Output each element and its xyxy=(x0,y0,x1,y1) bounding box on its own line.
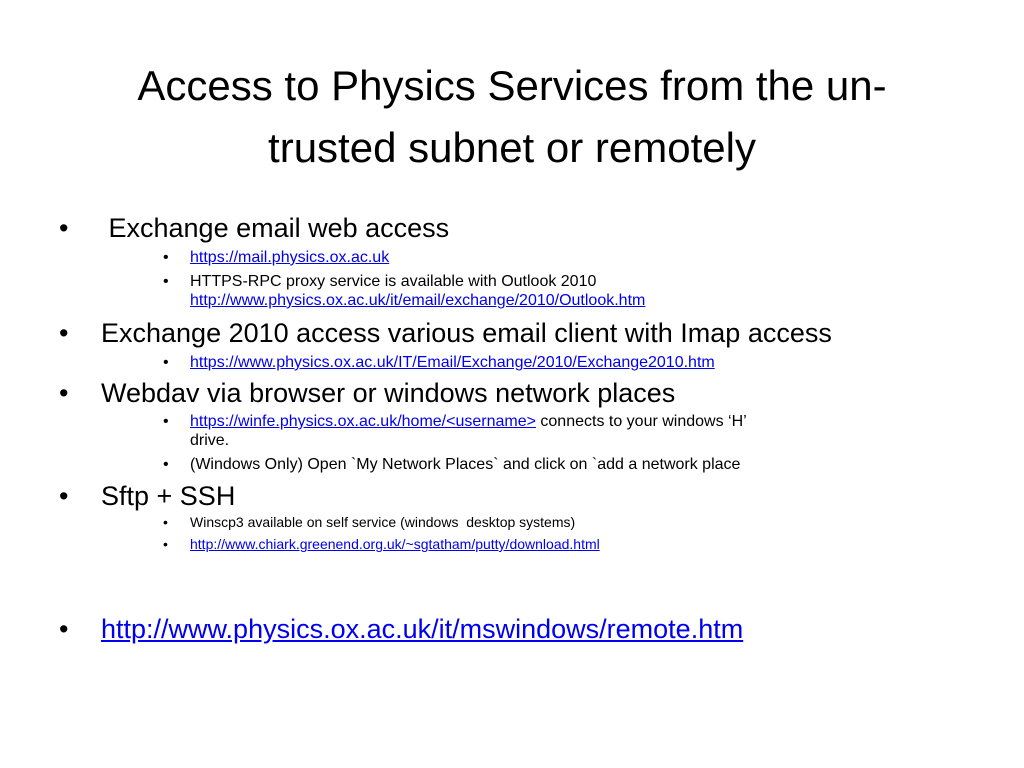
sub-item-text: HTTPS-RPC proxy service is available with Outlook 2010 xyxy=(190,273,597,290)
sub-item-exchange2010-link xyxy=(163,353,715,372)
sub-item-winscp xyxy=(163,513,575,532)
title-line-2: trusted subnet or remotely xyxy=(268,124,756,171)
sub-bullet-icon: • xyxy=(163,273,169,290)
sub-item-continuation xyxy=(163,291,645,310)
sub-item-https-rpc xyxy=(163,272,645,310)
sub-bullet-icon: • xyxy=(163,514,168,530)
sub-item-text: (Windows Only) Open `My Network Places` and click on `add a network place xyxy=(190,456,741,473)
bullet-item-sftp-ssh xyxy=(59,480,235,512)
bullet-text: Webdav via browser or windows network places xyxy=(101,378,676,408)
outlook-link[interactable]: http://www.physics.ox.ac.uk/it/email/exchange/2010/Outlook.htm xyxy=(190,292,646,309)
title-line-1: Access to Physics Services from the un- xyxy=(137,62,887,109)
bullet-icon: • xyxy=(59,318,69,348)
bullet-icon: • xyxy=(59,213,69,243)
sub-item-text: Winscp3 available on self service (windows desktop systems) xyxy=(190,514,576,530)
mail-link[interactable]: https://mail.physics.ox.ac.uk xyxy=(190,249,390,266)
sub-bullet-icon: • xyxy=(163,354,169,371)
sub-item-text: connects to your windows ‘H’ xyxy=(535,413,747,430)
winfe-link[interactable]: https://winfe.physics.ox.ac.uk/home/<username> xyxy=(190,413,536,430)
putty-link[interactable]: http://www.chiark.greenend.org.uk/~sgtatham/putty/download.html xyxy=(190,536,600,552)
bullet-text: Exchange 2010 access various email client with Imap access xyxy=(101,318,832,348)
bullet-text: Sftp + SSH xyxy=(101,481,236,511)
sub-item-winfe xyxy=(163,412,747,450)
bullet-icon: • xyxy=(59,378,69,408)
bullet-icon: • xyxy=(59,614,69,644)
bullet-item-exchange-web xyxy=(59,212,449,244)
bullet-item-remote-link xyxy=(59,613,743,645)
sub-item-mail-link xyxy=(163,248,389,267)
sub-item-network-places xyxy=(163,455,740,474)
bullet-icon: • xyxy=(59,481,69,511)
bullet-item-exchange-2010 xyxy=(59,317,832,349)
bullet-text: Exchange email web access xyxy=(101,213,450,243)
slide-title xyxy=(80,55,944,179)
exchange2010-link[interactable]: https://www.physics.ox.ac.uk/IT/Email/Exchange/2010/Exchange2010.htm xyxy=(190,354,715,371)
remote-link[interactable]: http://www.physics.ox.ac.uk/it/mswindows/remote.htm xyxy=(101,614,744,644)
sub-bullet-icon: • xyxy=(163,413,169,430)
bullet-item-webdav xyxy=(59,377,675,409)
sub-bullet-icon: • xyxy=(163,536,168,552)
sub-bullet-icon: • xyxy=(163,456,169,473)
sub-item-continuation: drive. xyxy=(190,432,230,449)
sub-bullet-icon: • xyxy=(163,249,169,266)
sub-item-putty-link xyxy=(163,535,600,554)
